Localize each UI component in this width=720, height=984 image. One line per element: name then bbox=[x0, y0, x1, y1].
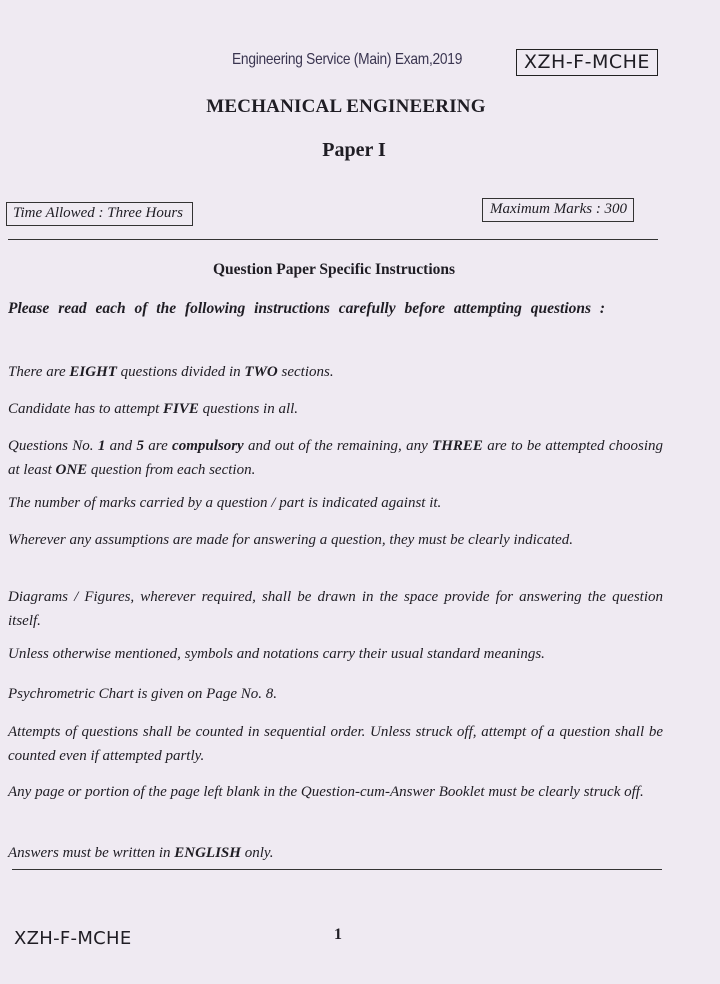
footer-paper-code: XZH-F-MCHE bbox=[14, 928, 132, 949]
instruction-text: Questions No. bbox=[8, 438, 98, 454]
instruction-item bbox=[8, 360, 663, 384]
paper-number: Paper I bbox=[322, 139, 386, 161]
instruction-emphasis: EIGHT bbox=[69, 364, 117, 380]
instruction-text: are bbox=[143, 438, 173, 454]
instruction-emphasis: ONE bbox=[55, 462, 88, 478]
instruction-text: Diagrams / Figures, wherever required, shall be drawn in the space provide for answering the question itself. bbox=[8, 589, 663, 629]
instructions-lead: Please read each of the following instructions carefully before attempting questions : bbox=[8, 300, 606, 317]
instruction-emphasis: FIVE bbox=[163, 401, 199, 417]
instruction-emphasis: TWO bbox=[244, 364, 278, 380]
instruction-text: There are bbox=[8, 364, 70, 380]
instruction-text: Wherever any assumptions are made for answering a question, they must be clearly indicated. bbox=[8, 532, 574, 548]
exam-name: Engineering Service (Main) Exam,2019 bbox=[232, 51, 463, 68]
instruction-item bbox=[8, 682, 663, 706]
instruction-item bbox=[8, 491, 663, 515]
instruction-text: question from each section. bbox=[87, 462, 256, 478]
instruction-emphasis: compulsory bbox=[172, 438, 244, 454]
bottom-divider bbox=[12, 869, 662, 870]
instruction-text: Candidate has to attempt bbox=[8, 401, 163, 417]
instruction-emphasis: ENGLISH bbox=[174, 845, 241, 861]
instruction-item bbox=[8, 434, 663, 482]
instruction-text: Any page or portion of the page left blank in the Question-cum-Answer Booklet must be clearly struck off. bbox=[8, 784, 644, 800]
time-allowed-box: Time Allowed : Three Hours bbox=[6, 202, 193, 226]
instruction-text: are to be attempted choosing at least bbox=[8, 438, 663, 478]
instruction-text: sections. bbox=[277, 364, 334, 380]
instruction-text: Attempts of questions shall be counted in sequential order. Unless struck off, attempt of a question shall be counted even if attempted partly. bbox=[8, 724, 663, 764]
instruction-item bbox=[8, 720, 663, 768]
instruction-text: and bbox=[105, 438, 137, 454]
instruction-item bbox=[8, 528, 663, 552]
instruction-text: questions divided in bbox=[116, 364, 245, 380]
instruction-text: The number of marks carried by a question / part is indicated against it. bbox=[8, 495, 442, 511]
subject-title-row bbox=[0, 96, 720, 118]
paper-number-row bbox=[0, 139, 720, 162]
instruction-text: Psychrometric Chart is given on Page No. 8. bbox=[8, 686, 277, 702]
instructions-heading-row bbox=[0, 261, 720, 279]
instruction-item bbox=[8, 585, 663, 633]
page-number: 1 bbox=[334, 926, 342, 943]
instruction-text: and out of the remaining, any bbox=[243, 438, 433, 454]
instruction-item bbox=[8, 642, 663, 666]
instruction-item bbox=[8, 780, 663, 804]
instruction-text: Unless otherwise mentioned, symbols and notations carry their usual standard meanings. bbox=[8, 646, 545, 662]
instruction-emphasis: 1 bbox=[97, 438, 106, 454]
instructions-heading: Question Paper Specific Instructions bbox=[212, 261, 456, 278]
instruction-item bbox=[8, 397, 663, 421]
top-divider bbox=[8, 239, 658, 240]
instruction-emphasis: 5 bbox=[136, 438, 144, 454]
paper-code-box: XZH-F-MCHE bbox=[516, 49, 658, 76]
maximum-marks-box: Maximum Marks : 300 bbox=[482, 198, 634, 222]
instruction-item bbox=[8, 841, 663, 865]
instruction-text: Answers must be written in bbox=[8, 845, 175, 861]
instruction-text: questions in all. bbox=[198, 401, 299, 417]
subject-title: MECHANICAL ENGINEERING bbox=[206, 96, 486, 117]
instruction-emphasis: THREE bbox=[432, 438, 483, 454]
instruction-text: only. bbox=[240, 845, 274, 861]
